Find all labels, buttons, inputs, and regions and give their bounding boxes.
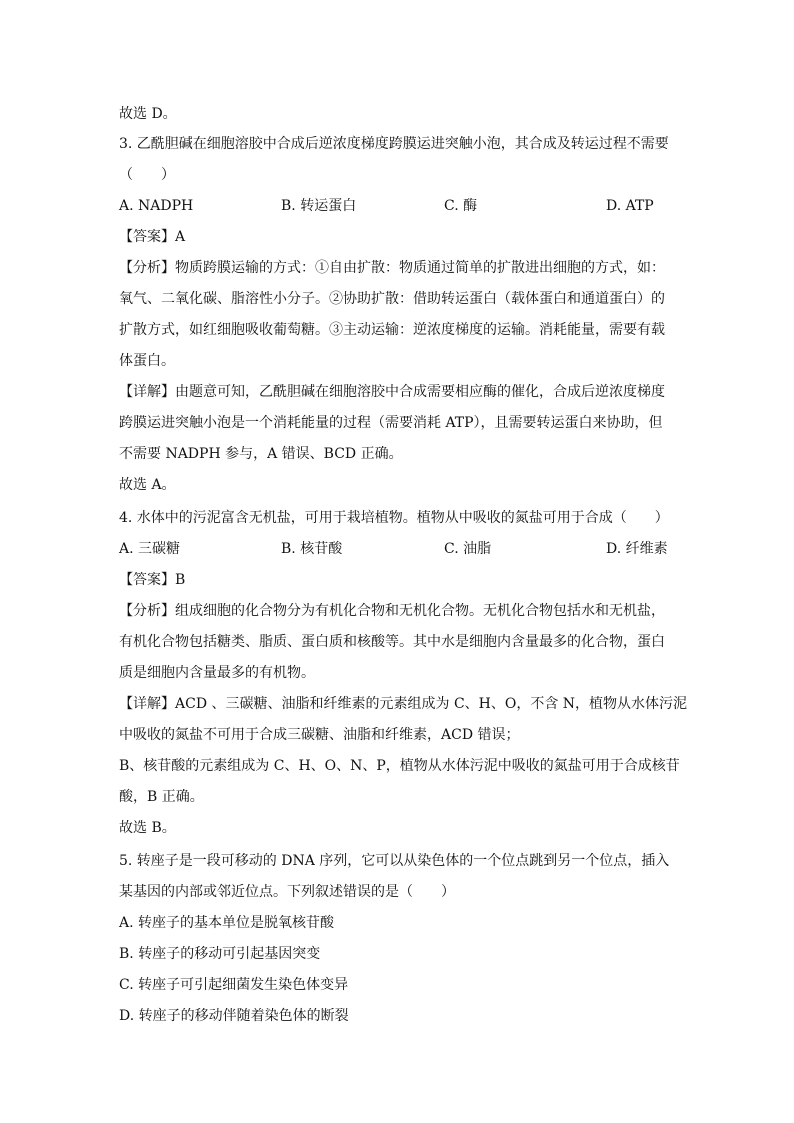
q3-detail-line2: 跨膜运进突触小泡是一个消耗能量的过程（需要消耗 ATP），且需要转运蛋白来协助，但	[119, 415, 663, 431]
q4-option-b: B. 核苷酸	[281, 541, 343, 557]
q3-option-b: B. 转运蛋白	[281, 198, 357, 214]
q4-options	[119, 539, 668, 559]
q3-conclusion: 故选 A。	[119, 477, 176, 493]
q4-detail-line3: B、核苷酸的元素组成为 C、H、O、N、P，植物从水体污泥中吸收的氮盐可用于合成核苷	[119, 758, 680, 774]
q4-option-a: A. 三碳糖	[119, 541, 181, 557]
q4-detail-line4: 酸，B 正确。	[119, 789, 204, 805]
q4-conclusion: 故选 B。	[119, 820, 176, 836]
q4-analysis-line3: 质是细胞内含量最多的有机物。	[119, 665, 315, 681]
q3-option-a: A. NADPH	[119, 198, 194, 214]
q4-stem-line1: 4. 水体中的污泥富含无机盐，可用于栽培植物。植物从中吸收的氮盐可用于合成（ ）	[119, 510, 669, 526]
q3-option-c: C. 酶	[444, 198, 478, 214]
q5-stem-line2: 某基因的内部或邻近位点。下列叙述错误的是（ ）	[119, 884, 455, 900]
q4-option-d: D. 纤维素	[606, 541, 668, 557]
q3-analysis-line3: 扩散方式，如红细胞吸收葡萄糖。③主动运输：逆浓度梯度的运输。消耗能量，需要有载	[119, 322, 665, 338]
q3-stem-line2: （ ）	[119, 167, 175, 183]
q3-analysis-line2: 氧气、二氧化碳、脂溶性小分子。②协助扩散：借助转运蛋白（载体蛋白和通道蛋白）的	[119, 291, 665, 307]
q3-detail-line3: 不需要 NADPH 参与，A 错误、BCD 正确。	[119, 446, 403, 462]
q4-detail-line2: 中吸收的氮盐不可用于合成三碳糖、油脂和纤维素，ACD 错误；	[119, 727, 520, 743]
q2-conclusion: 故选 D。	[119, 106, 177, 122]
q5-option-d: D. 转座子的移动伴随着染色体的断裂	[119, 1008, 349, 1024]
q4-detail-line1: 【详解】ACD 、三碳糖、油脂和纤维素的元素组成为 C、H、O，不含 N，植物从水体污泥	[119, 696, 688, 712]
q3-options	[119, 196, 659, 216]
q3-option-d: D. ATP	[606, 198, 654, 214]
q4-option-c: C. 油脂	[444, 541, 492, 557]
q4-answer: 【答案】B	[119, 572, 186, 588]
q4-analysis-line2: 有机化合物包括糖类、脂质、蛋白质和核酸等。其中水是细胞内含量最多的化合物，蛋白	[119, 634, 665, 650]
q3-analysis-line4: 体蛋白。	[119, 353, 175, 369]
q3-stem-line1: 3. 乙酰胆碱在细胞溶胶中合成后逆浓度梯度跨膜运进突触小泡，其合成及转运过程不需要	[119, 136, 669, 152]
q3-analysis-line1: 【分析】物质跨膜运输的方式：①自由扩散：物质通过简单的扩散进出细胞的方式，如：	[119, 260, 665, 276]
q3-answer: 【答案】A	[119, 229, 186, 245]
q5-stem-line1: 5. 转座子是一段可移动的 DNA 序列，它可以从染色体的一个位点跳到另一个位点，插入	[119, 853, 670, 869]
q5-option-c: C. 转座子可引起细菌发生染色体变异	[119, 977, 349, 993]
q5-option-a: A. 转座子的基本单位是脱氧核苷酸	[119, 915, 335, 931]
q5-option-b: B. 转座子的移动可引起基因突变	[119, 946, 321, 962]
q3-detail-line1: 【详解】由题意可知，乙酰胆碱在细胞溶胶中合成需要相应酶的催化，合成后逆浓度梯度	[119, 384, 665, 400]
q4-analysis-line1: 【分析】组成细胞的化合物分为有机化合物和无机化合物。无机化合物包括水和无机盐，	[119, 603, 665, 619]
